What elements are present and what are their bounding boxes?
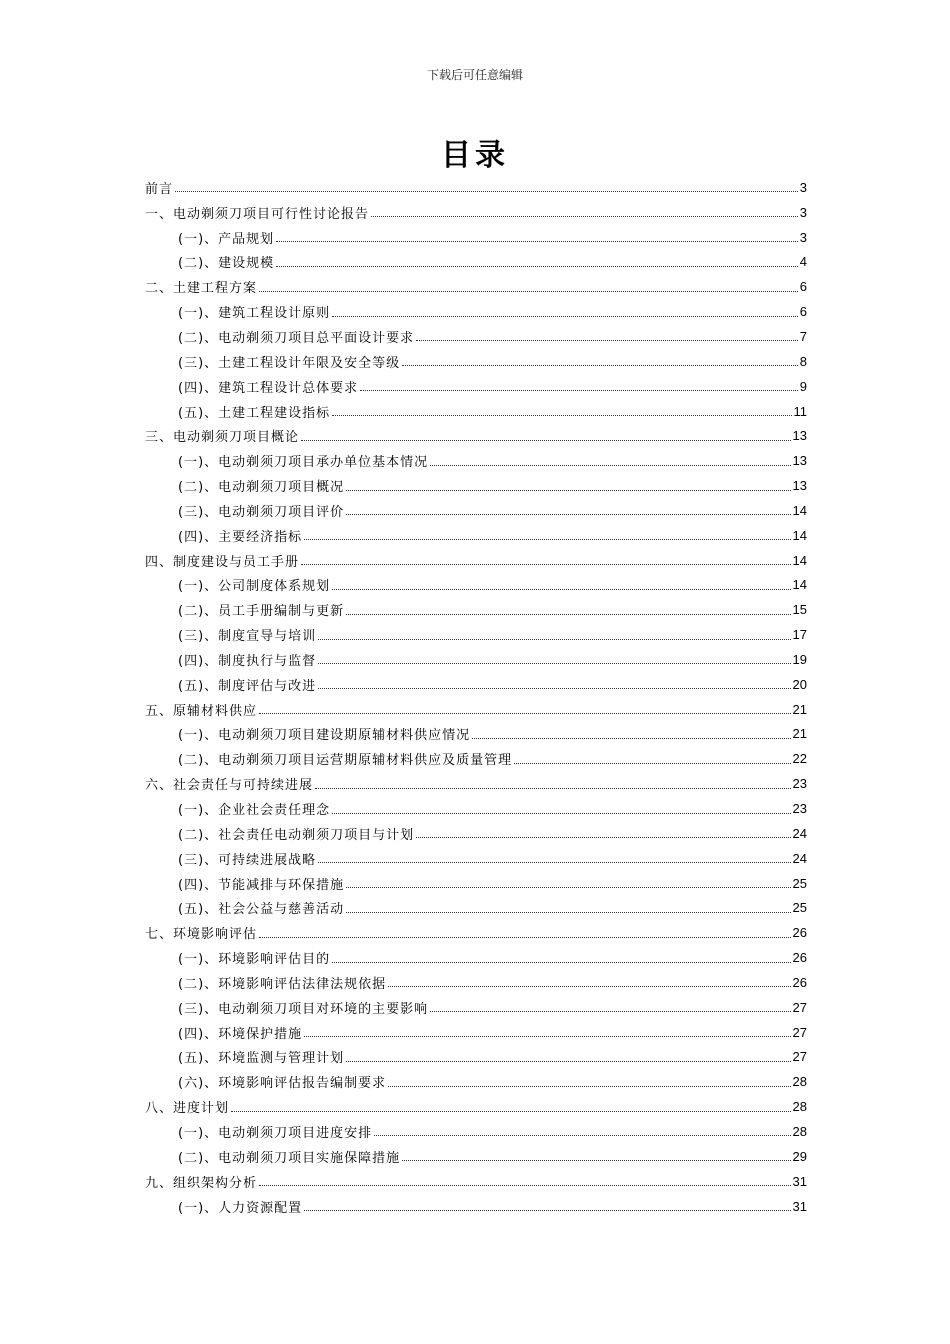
toc-entry[interactable] — [145, 1045, 807, 1070]
toc-entry-page: 28 — [792, 1099, 807, 1115]
toc-entry-label: 八、进度计划 — [145, 1101, 230, 1117]
toc-entry-label: (三)、制度宣导与培训 — [178, 629, 317, 645]
toc-entry-label: (六)、环境影响评估报告编制要求 — [178, 1076, 387, 1092]
toc-entry-label: (二)、电动剃须刀项目概况 — [178, 480, 345, 496]
toc-entry-label: (二)、电动剃须刀项目总平面设计要求 — [178, 330, 415, 346]
toc-entry-page: 14 — [792, 527, 807, 543]
toc-entry-page: 14 — [792, 577, 807, 593]
toc-entry-label: (一)、企业社会责任理念 — [178, 803, 331, 819]
toc-entry-page: 8 — [799, 353, 807, 369]
toc-entry-page: 31 — [792, 1173, 807, 1189]
toc-entry[interactable] — [145, 1094, 807, 1119]
toc-leader-dots — [402, 1159, 790, 1161]
toc-leader-dots — [315, 787, 791, 789]
toc-entry[interactable] — [145, 622, 807, 647]
toc-entry-page: 27 — [792, 1049, 807, 1065]
toc-leader-dots — [175, 190, 798, 192]
toc-entry-label: 六、社会责任与可持续进展 — [145, 778, 314, 794]
toc-entry[interactable] — [145, 448, 807, 473]
toc-entry[interactable] — [145, 423, 807, 448]
toc-entry-label: (一)、电动剃须刀项目建设期原辅材料供应情况 — [178, 728, 471, 744]
toc-entry[interactable] — [145, 796, 807, 821]
toc-entry[interactable] — [145, 299, 807, 324]
toc-entry-label: (四)、环境保护措施 — [178, 1026, 303, 1042]
toc-entry-page: 13 — [792, 428, 807, 444]
toc-leader-dots — [332, 588, 790, 590]
toc-entry[interactable] — [145, 722, 807, 747]
toc-entry-label: 前言 — [145, 181, 174, 197]
toc-entry-page: 27 — [792, 999, 807, 1015]
toc-leader-dots — [332, 961, 790, 963]
toc-entry-page: 23 — [792, 776, 807, 792]
toc-leader-dots — [276, 240, 798, 242]
toc-leader-dots — [318, 687, 790, 689]
toc-entry[interactable] — [145, 274, 807, 299]
toc-leader-dots — [346, 1060, 790, 1062]
toc-entry-page: 6 — [799, 304, 807, 320]
toc-entry-page: 13 — [792, 453, 807, 469]
toc-entry-label: (二)、社会责任电动剃须刀项目与计划 — [178, 827, 415, 843]
toc-entry[interactable] — [145, 1194, 807, 1219]
toc-entry-label: (一)、公司制度体系规划 — [178, 579, 331, 595]
toc-entry[interactable] — [145, 175, 807, 200]
toc-leader-dots — [259, 1184, 791, 1186]
toc-entry-label: 九、组织架构分析 — [145, 1175, 258, 1191]
toc-entry[interactable] — [145, 920, 807, 945]
toc-entry[interactable] — [145, 597, 807, 622]
toc-entry[interactable] — [145, 399, 807, 424]
toc-entry-label: (一)、产品规划 — [178, 231, 275, 247]
toc-entry-label: 一、电动剃须刀项目可行性讨论报告 — [145, 206, 370, 222]
toc-leader-dots — [332, 414, 791, 416]
toc-entry-page: 14 — [792, 552, 807, 568]
toc-leader-dots — [514, 762, 790, 764]
toc-leader-dots — [332, 315, 798, 317]
toc-leader-dots — [360, 389, 798, 391]
toc-leader-dots — [318, 662, 790, 664]
toc-entry-label: (二)、员工手册编制与更新 — [178, 604, 345, 620]
toc-entry[interactable] — [145, 647, 807, 672]
toc-entry[interactable] — [145, 846, 807, 871]
toc-entry[interactable] — [145, 970, 807, 995]
toc-entry-label: (一)、电动剃须刀项目进度安排 — [178, 1125, 373, 1141]
toc-entry-page: 25 — [792, 900, 807, 916]
table-of-contents — [145, 175, 807, 1218]
toc-entry-label: (四)、主要经济指标 — [178, 529, 303, 545]
toc-entry-page: 29 — [792, 1148, 807, 1164]
toc-entry[interactable] — [145, 523, 807, 548]
toc-entry[interactable] — [145, 1119, 807, 1144]
toc-entry-label: (二)、建设规模 — [178, 256, 275, 272]
toc-leader-dots — [318, 861, 790, 863]
toc-entry-page: 23 — [792, 801, 807, 817]
toc-leader-dots — [472, 737, 790, 739]
toc-leader-dots — [388, 1085, 790, 1087]
toc-entry-page: 25 — [792, 875, 807, 891]
toc-leader-dots — [374, 1134, 790, 1136]
toc-leader-dots — [346, 911, 790, 913]
toc-leader-dots — [402, 364, 798, 366]
toc-entry-page: 20 — [792, 676, 807, 692]
toc-entry-page: 15 — [792, 602, 807, 618]
toc-leader-dots — [430, 1010, 790, 1012]
toc-leader-dots — [259, 712, 791, 714]
toc-entry[interactable] — [145, 1069, 807, 1094]
toc-entry-page: 3 — [799, 204, 807, 220]
toc-entry-page: 3 — [799, 229, 807, 245]
toc-entry-page: 6 — [799, 279, 807, 295]
toc-entry-page: 11 — [793, 403, 807, 419]
toc-entry-label: (二)、环境影响评估法律法规依据 — [178, 976, 387, 992]
toc-leader-dots — [304, 1209, 790, 1211]
toc-entry[interactable] — [145, 821, 807, 846]
toc-entry-label: (三)、电动剃须刀项目对环境的主要影响 — [178, 1001, 429, 1017]
toc-entry-label: (四)、制度执行与监督 — [178, 653, 317, 669]
toc-entry-page: 17 — [792, 627, 807, 643]
toc-entry-label: (三)、可持续进展战略 — [178, 852, 317, 868]
toc-entry-label: (三)、电动剃须刀项目评价 — [178, 504, 345, 520]
toc-leader-dots — [346, 489, 790, 491]
toc-entry-page: 27 — [792, 1024, 807, 1040]
toc-leader-dots — [259, 290, 798, 292]
toc-leader-dots — [276, 265, 798, 267]
toc-entry[interactable] — [145, 250, 807, 275]
toc-entry-page: 26 — [792, 974, 807, 990]
toc-entry-page: 4 — [799, 254, 807, 270]
toc-leader-dots — [318, 638, 790, 640]
toc-entry-page: 13 — [792, 478, 807, 494]
toc-entry-label: 七、环境影响评估 — [145, 927, 258, 943]
toc-leader-dots — [416, 836, 790, 838]
toc-title: 目录 — [441, 138, 509, 173]
toc-entry[interactable] — [145, 871, 807, 896]
toc-leader-dots — [430, 464, 790, 466]
toc-entry[interactable] — [145, 498, 807, 523]
toc-entry[interactable] — [145, 1144, 807, 1169]
toc-entry-page: 9 — [799, 378, 807, 394]
toc-entry-label: 二、土建工程方案 — [145, 281, 258, 297]
toc-entry-label: (三)、土建工程设计年限及安全等级 — [178, 355, 401, 371]
toc-leader-dots — [371, 215, 798, 217]
toc-entry[interactable] — [145, 1169, 807, 1194]
toc-entry[interactable] — [145, 374, 807, 399]
toc-entry[interactable] — [145, 895, 807, 920]
toc-entry-label: (四)、节能减排与环保措施 — [178, 877, 345, 893]
toc-leader-dots — [301, 563, 791, 565]
toc-entry-label: (一)、人力资源配置 — [178, 1200, 303, 1216]
toc-entry-label: 五、原辅材料供应 — [145, 703, 258, 719]
toc-entry[interactable] — [145, 697, 807, 722]
page-header: 下载后可任意编辑 — [426, 68, 523, 82]
toc-entry[interactable] — [145, 548, 807, 573]
toc-entry[interactable] — [145, 200, 807, 225]
toc-entry[interactable] — [145, 349, 807, 374]
toc-entry[interactable] — [145, 945, 807, 970]
toc-entry[interactable] — [145, 771, 807, 796]
toc-leader-dots — [304, 1035, 790, 1037]
toc-entry-page: 28 — [792, 1074, 807, 1090]
toc-leader-dots — [346, 613, 790, 615]
toc-entry-label: (五)、土建工程建设指标 — [178, 405, 331, 421]
toc-entry-label: (二)、电动剃须刀项目运营期原辅材料供应及质量管理 — [178, 753, 513, 769]
toc-leader-dots — [346, 513, 790, 515]
toc-entry-label: (一)、电动剃须刀项目承办单位基本情况 — [178, 455, 429, 471]
toc-entry[interactable] — [145, 473, 807, 498]
toc-entry[interactable] — [145, 746, 807, 771]
toc-entry[interactable] — [145, 672, 807, 697]
toc-entry-label: (五)、制度评估与改进 — [178, 678, 317, 694]
toc-entry[interactable] — [145, 1020, 807, 1045]
toc-entry-page: 22 — [792, 751, 807, 767]
toc-entry[interactable] — [145, 995, 807, 1020]
toc-entry[interactable] — [145, 324, 807, 349]
toc-entry-page: 3 — [799, 179, 807, 195]
toc-entry-label: (四)、建筑工程设计总体要求 — [178, 380, 359, 396]
toc-entry-label: (二)、电动剃须刀项目实施保障措施 — [178, 1150, 401, 1166]
toc-leader-dots — [301, 439, 791, 441]
toc-entry-label: 四、制度建设与员工手册 — [145, 554, 300, 570]
toc-entry-page: 19 — [792, 651, 807, 667]
toc-entry-page: 28 — [792, 1123, 807, 1139]
toc-entry[interactable] — [145, 225, 807, 250]
toc-entry-page: 21 — [792, 726, 807, 742]
toc-entry-label: (一)、环境影响评估目的 — [178, 952, 331, 968]
toc-entry-page: 7 — [799, 328, 807, 344]
toc-entry-label: (五)、环境监测与管理计划 — [178, 1051, 345, 1067]
toc-entry-label: (五)、社会公益与慈善活动 — [178, 902, 345, 918]
toc-entry-label: (一)、建筑工程设计原则 — [178, 306, 331, 322]
toc-leader-dots — [416, 339, 798, 341]
toc-entry-page: 14 — [792, 502, 807, 518]
toc-leader-dots — [259, 936, 791, 938]
toc-entry[interactable] — [145, 573, 807, 598]
toc-leader-dots — [231, 1110, 791, 1112]
toc-entry-page: 26 — [792, 950, 807, 966]
toc-leader-dots — [388, 985, 790, 987]
toc-entry-page: 24 — [792, 850, 807, 866]
toc-leader-dots — [332, 812, 790, 814]
toc-leader-dots — [346, 886, 790, 888]
toc-entry-page: 26 — [792, 925, 807, 941]
toc-entry-page: 21 — [792, 701, 807, 717]
toc-leader-dots — [304, 538, 790, 540]
toc-entry-page: 31 — [792, 1198, 807, 1214]
toc-entry-page: 24 — [792, 825, 807, 841]
toc-entry-label: 三、电动剃须刀项目概论 — [145, 430, 300, 446]
